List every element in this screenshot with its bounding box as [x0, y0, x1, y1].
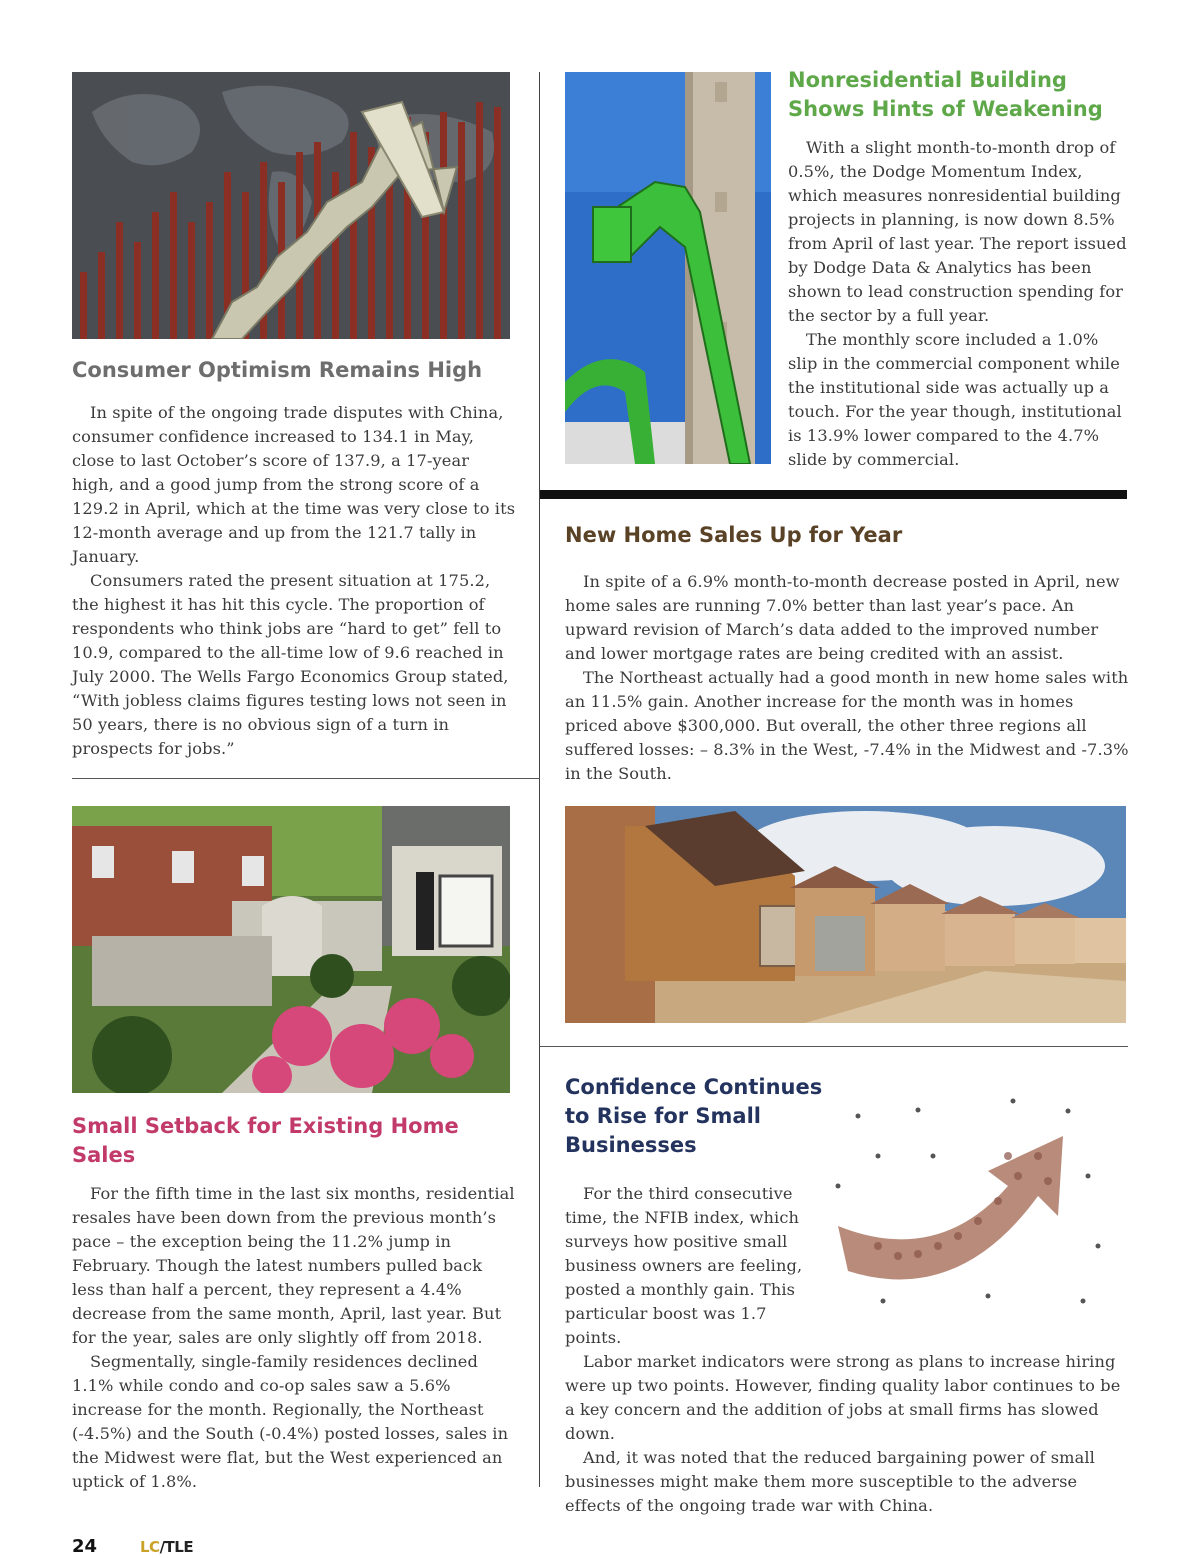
money-chart-image — [72, 72, 510, 339]
small-business-intro-paragraph: For the third consecutive time, the NFIB index, which surveys how positive small business owners are feeling, posted a monthly gain. This particular boost was 1.7 points. — [565, 1184, 803, 1347]
nonresidential-title: Nonresidential Building Shows Hints of Weakening — [788, 68, 1103, 121]
rule-right-lower — [540, 1046, 1128, 1047]
house-walkway-image — [72, 806, 510, 1093]
new-home-paragraph-1: In spite of a 6.9% month-to-month decrease posted in April, new home sales are running 7.0% better than last year’s pace. An upward revision of March’s data added to the improved number and lower mortgage rates are being credited with an assist. — [565, 572, 1120, 663]
brand-lc: LC — [140, 1538, 160, 1556]
new-home-paragraph-2: The Northeast actually had a good month in new home sales with an 11.5% gain. Another increase for the month was in homes priced above $300,000. But overall, the other three regions all suffered losses: – 8.3% in the West, -7.4% in the Midwest and -7.3% in the South. — [565, 668, 1129, 783]
existing-home-title: Small Setback for Existing Home Sales — [72, 1114, 459, 1167]
magazine-brand — [140, 1538, 193, 1556]
nonresidential-body — [788, 136, 1130, 472]
page-number: 24 — [72, 1536, 98, 1557]
consumer-body — [72, 401, 516, 761]
consumer-title: Consumer Optimism Remains High — [72, 358, 483, 382]
existing-home-body — [72, 1182, 516, 1494]
consumer-paragraph-1: In spite of the ongoing trade disputes with China, consumer confidence increased to 134.1 in May, close to last October’s score of 137.9, a 17-year high, and a good jump from the strong score of a 129.2 in April, which at the time was very close to its 12-month average and up from the 121.7 tally in January. — [72, 403, 516, 566]
crowd-arrow-image — [818, 1096, 1128, 1310]
column-divider-bottom — [539, 782, 540, 1487]
small-business-paragraph-2: And, it was noted that the reduced bargaining power of small businesses might make them more susceptible to the adverse effects of the ongoing trade war with China. — [565, 1448, 1095, 1515]
consumer-paragraph-2: Consumers rated the present situation at 175.2, the highest it has hit this cycle. The proportion of respondents who think jobs are “hard to get” fell to 10.9, compared to the all-time low of 9.6 reached in July 2000. The Wells Fargo Economics Group stated, “With jobless claims figures testing lows not seen in 50 years, there is no obvious sign of a turn in prospects for jobs.” — [72, 571, 509, 758]
existing-home-paragraph-1: For the fifth time in the last six months, residential resales have been down from the previous month’s pace – the exception being the 11.2% jump in February. Though the latest numbers pulled back less than half a percent, they represent a 4.4% decrease from the same month, April, last year. But for the year, sales are only slightly off from 2018. — [72, 1184, 515, 1347]
nonresidential-paragraph-1: With a slight month-to-month drop of 0.5%, the Dodge Momentum Index, which measures nonresidential building projects in planning, is now down 8.5% from April of last year. The report issued by Dodge Data & Analytics has been shown to lead construction spending for the sector by a full year. — [788, 138, 1127, 325]
small-business-intro — [565, 1182, 815, 1350]
small-business-title: Confidence Continues to Rise for Small Businesses — [565, 1075, 823, 1157]
crane-image — [565, 72, 771, 464]
rule-left-mid — [72, 778, 540, 779]
small-business-body — [565, 1350, 1131, 1518]
small-business-paragraph-1: Labor market indicators were strong as plans to increase hiring were up two points. However, finding quality labor continues to be a key concern and the addition of jobs at small firms has slowed down. — [565, 1352, 1121, 1443]
existing-home-paragraph-2: Segmentally, single-family residences declined 1.1% while condo and co-op sales saw a 5.6% increase for the month. Regionally, the Northeast (-4.5%) and the South (-0.4%) posted losses, sales in the Midwest were flat, but the West experienced an uptick of 1.8%. — [72, 1352, 509, 1491]
nonresidential-paragraph-2: The monthly score included a 1.0% slip in the commercial component while the institutional side was actually up a touch. For the year though, institutional is 13.9% lower compared to the 4.7% slide by commercial. — [788, 330, 1122, 469]
new-home-body — [565, 570, 1131, 786]
new-homes-image — [565, 806, 1126, 1023]
column-divider-top — [539, 72, 540, 782]
brand-tle: /TLE — [159, 1538, 194, 1556]
new-home-title: New Home Sales Up for Year — [565, 523, 903, 547]
thick-rule-right — [540, 490, 1127, 499]
